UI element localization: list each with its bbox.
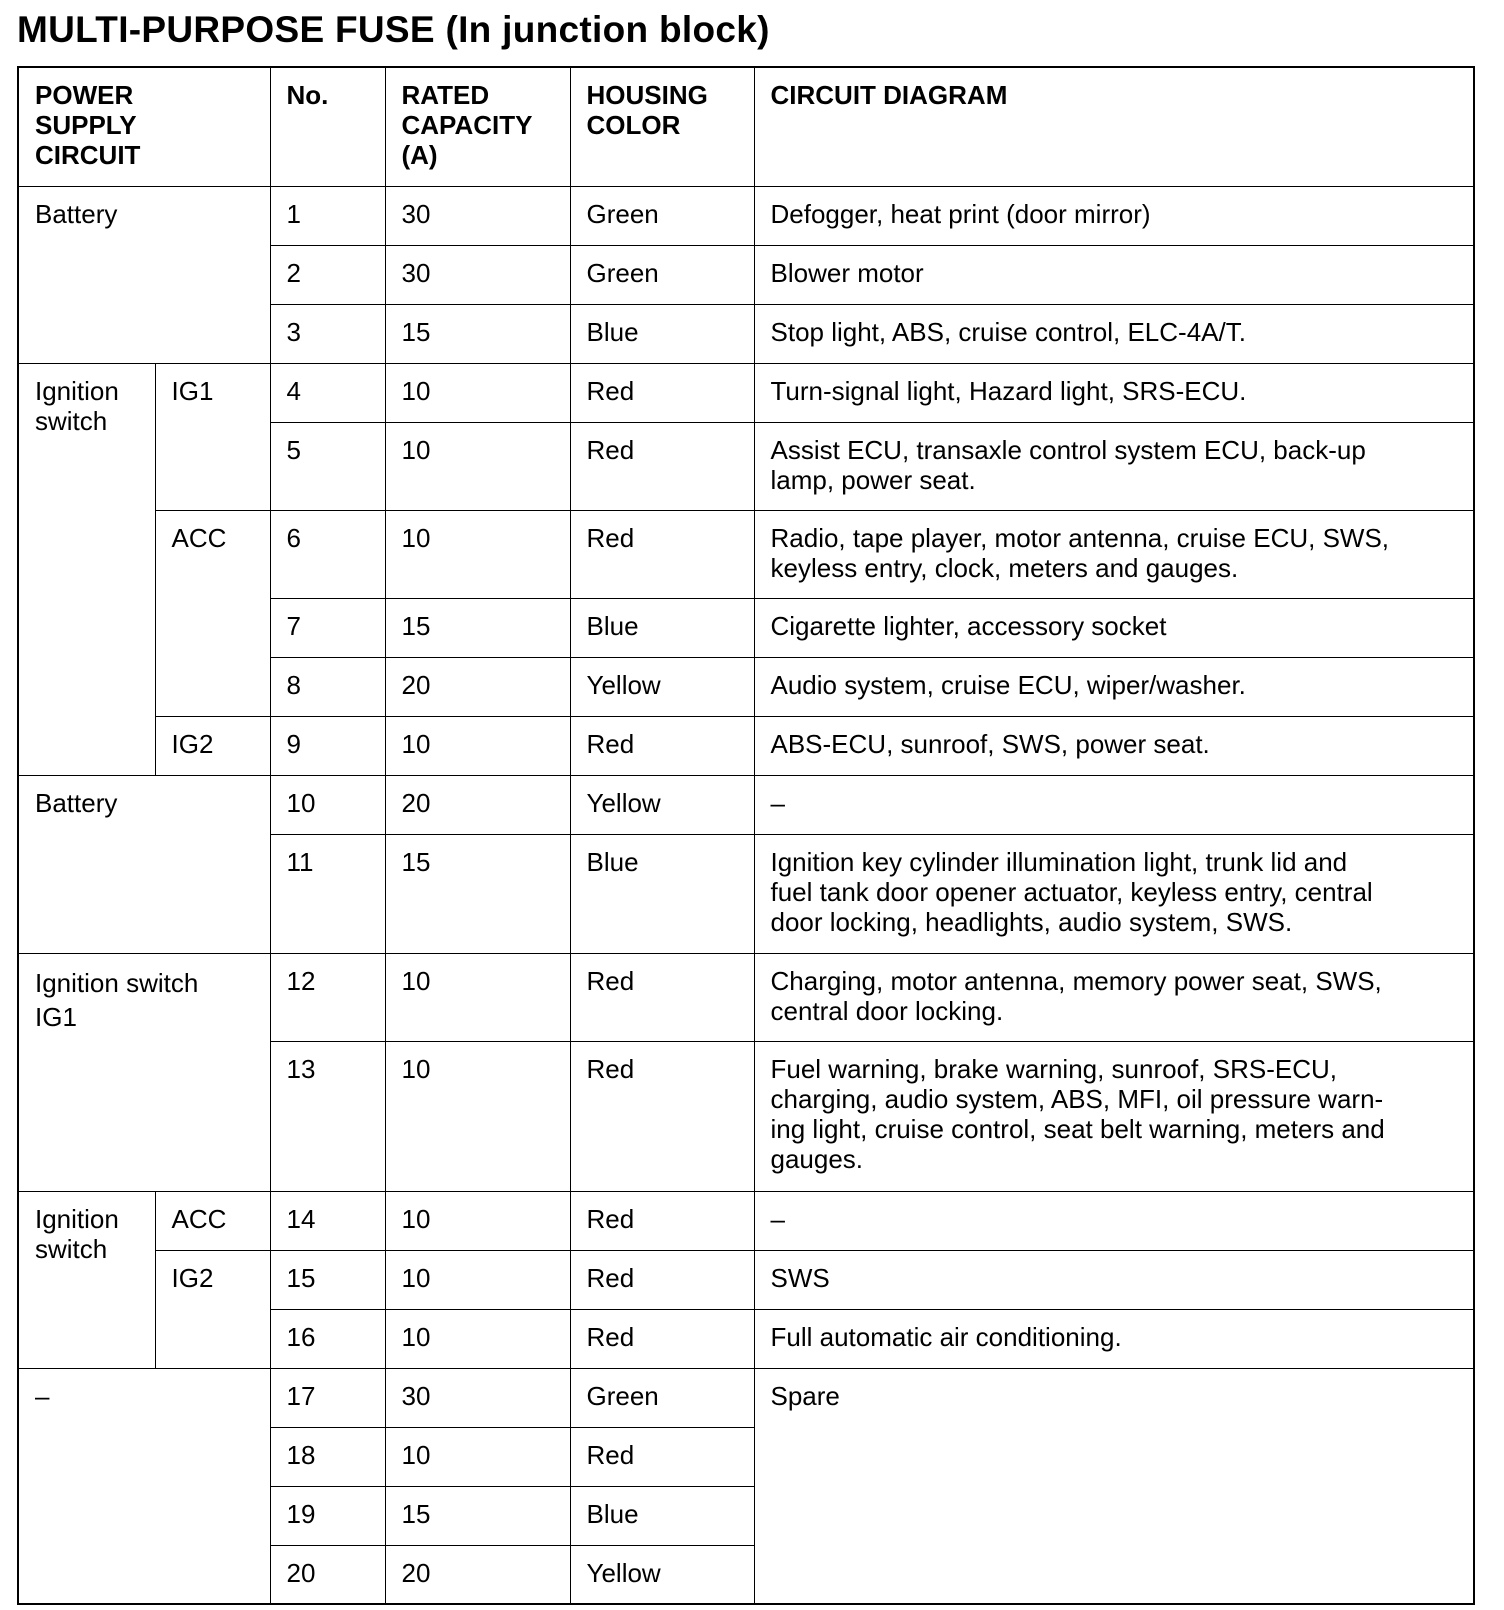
fuse-no: 7 [270,598,385,657]
table-row [18,510,1474,598]
fuse-capacity: 30 [385,245,570,304]
page-title: MULTI-PURPOSE FUSE (In junction block) [17,9,770,50]
fuse-capacity: 15 [385,304,570,363]
fuse-capacity: 10 [385,716,570,775]
header-rated-capacity: RATED CAPACITY (A) [385,67,570,186]
fuse-circuit: Ignition key cylinder illumination light, trunk lid and fuel tank door opener actuator, keyless entry, central door locking, headlights, audio system, SWS. [754,834,1474,953]
fuse-circuit: ABS-ECU, sunroof, SWS, power seat. [754,716,1474,775]
table-row [18,716,1474,775]
group-ig2-2: IG2 [155,1250,270,1368]
spare-circuit: Spare [754,1368,1474,1604]
header-housing-color: HOUSING COLOR [570,67,754,186]
group-acc: ACC [155,510,270,716]
fuse-color: Red [570,953,754,1041]
fuse-capacity: 10 [385,953,570,1041]
fuse-circuit: – [754,775,1474,834]
group-ig2: IG2 [155,716,270,775]
fuse-capacity: 10 [385,422,570,510]
fuse-capacity: 20 [385,775,570,834]
table-row [18,775,1474,834]
fuse-circuit: Stop light, ABS, cruise control, ELC-4A/T. [754,304,1474,363]
fuse-capacity: 10 [385,363,570,422]
group-battery-2: Battery [18,775,270,953]
fuse-color: Green [570,245,754,304]
fuse-no: 18 [270,1427,385,1486]
fuse-no: 8 [270,657,385,716]
fuse-no: 14 [270,1191,385,1250]
fuse-color: Red [570,716,754,775]
fuse-circuit: – [754,1191,1474,1250]
table-row [18,953,1474,1041]
table-row [18,363,1474,422]
fuse-capacity: 10 [385,1041,570,1191]
table-row [18,1191,1474,1250]
fuse-no: 17 [270,1368,385,1427]
fuse-no: 9 [270,716,385,775]
fuse-no: 11 [270,834,385,953]
group-acc-2: ACC [155,1191,270,1250]
fuse-color: Blue [570,304,754,363]
fuse-circuit: Radio, tape player, motor antenna, cruise ECU, SWS, keyless entry, clock, meters and gauges. [754,510,1474,598]
group-ignition-switch-ig1: Ignition switch IG1 [18,953,270,1191]
fuse-no: 2 [270,245,385,304]
header-power-supply-circuit: POWER SUPPLY CIRCUIT [18,67,270,186]
fuse-capacity: 20 [385,657,570,716]
fuse-color: Yellow [570,775,754,834]
table-row [18,186,1474,245]
fuse-capacity: 15 [385,834,570,953]
fuse-table [17,66,1475,1605]
fuse-color: Red [570,422,754,510]
group-ig1: IG1 [155,363,270,510]
fuse-color: Red [570,510,754,598]
fuse-circuit: Turn-signal light, Hazard light, SRS-ECU. [754,363,1474,422]
fuse-color: Red [570,1191,754,1250]
fuse-no: 16 [270,1309,385,1368]
fuse-circuit: SWS [754,1250,1474,1309]
fuse-no: 19 [270,1486,385,1545]
fuse-no: 4 [270,363,385,422]
fuse-no: 3 [270,304,385,363]
fuse-color: Blue [570,598,754,657]
fuse-no: 1 [270,186,385,245]
fuse-circuit: Assist ECU, transaxle control system ECU, back-up lamp, power seat. [754,422,1474,510]
fuse-color: Red [570,1041,754,1191]
fuse-color: Blue [570,834,754,953]
group-battery: Battery [18,186,270,363]
fuse-circuit: Fuel warning, brake warning, sunroof, SRS-ECU, charging, audio system, ABS, MFI, oil pressure warn- ing light, cruise control, seat belt warning, meters and gauges. [754,1041,1474,1191]
fuse-no: 15 [270,1250,385,1309]
header-circuit-diagram: CIRCUIT DIAGRAM [754,67,1474,186]
fuse-capacity: 10 [385,1250,570,1309]
fuse-capacity: 10 [385,510,570,598]
group-ignition-switch: Ignition switch [18,363,155,775]
fuse-color: Yellow [570,657,754,716]
fuse-color: Red [570,1309,754,1368]
header-no: No. [270,67,385,186]
fuse-color: Blue [570,1486,754,1545]
fuse-circuit: Audio system, cruise ECU, wiper/washer. [754,657,1474,716]
fuse-no: 10 [270,775,385,834]
fuse-circuit: Charging, motor antenna, memory power seat, SWS, central door locking. [754,953,1474,1041]
fuse-capacity: 10 [385,1191,570,1250]
fuse-capacity: 10 [385,1427,570,1486]
fuse-capacity: 10 [385,1309,570,1368]
group-ignition-switch-2: Ignition switch [18,1191,155,1368]
group-none: – [18,1368,270,1604]
fuse-color: Green [570,1368,754,1427]
fuse-no: 13 [270,1041,385,1191]
table-header-row [18,67,1474,186]
fuse-capacity: 15 [385,1486,570,1545]
fuse-circuit: Defogger, heat print (door mirror) [754,186,1474,245]
fuse-color: Red [570,1427,754,1486]
fuse-color: Red [570,363,754,422]
fuse-no: 5 [270,422,385,510]
table-row [18,1250,1474,1309]
fuse-color: Yellow [570,1545,754,1604]
fuse-no: 20 [270,1545,385,1604]
fuse-capacity: 15 [385,598,570,657]
fuse-capacity: 30 [385,1368,570,1427]
fuse-capacity: 30 [385,186,570,245]
fuse-circuit: Cigarette lighter, accessory socket [754,598,1474,657]
fuse-color: Red [570,1250,754,1309]
fuse-circuit: Full automatic air conditioning. [754,1309,1474,1368]
fuse-no: 12 [270,953,385,1041]
table-row [18,1368,1474,1427]
fuse-circuit: Blower motor [754,245,1474,304]
fuse-capacity: 20 [385,1545,570,1604]
fuse-color: Green [570,186,754,245]
fuse-no: 6 [270,510,385,598]
